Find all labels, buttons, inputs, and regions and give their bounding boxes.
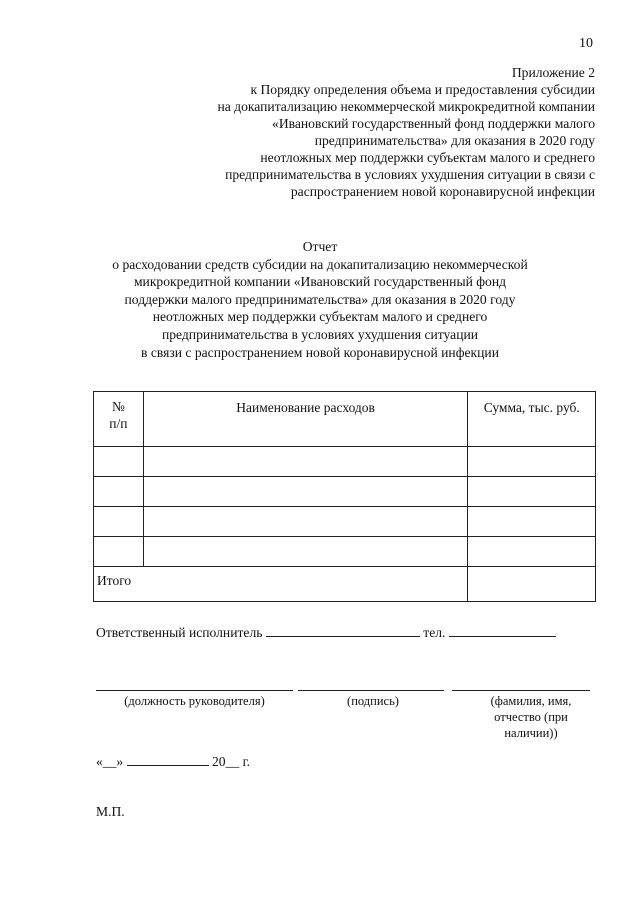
annex-line: распространением новой коронавирусной инфекции [290,184,595,199]
responsible-executor [96,624,556,641]
header-amount: Сумма, тыс. руб. [468,392,596,447]
table-header-row [94,392,596,447]
annex-title: Приложение 2 [511,65,595,80]
report-heading [0,238,640,361]
caption-line: (фамилия, имя, [490,694,572,708]
phone-label: тел. [423,625,446,640]
responsible-name-field[interactable] [266,624,420,637]
table-cell[interactable] [468,507,596,537]
header-expense-name: Наименование расходов [143,392,468,447]
annex-line: «Ивановский государственный фонд поддержки малого [272,116,595,131]
annex-line: неотложных мер поддержки субъектам малого и среднего [260,150,595,165]
date-line [96,753,250,770]
table-cell[interactable] [468,537,596,567]
report-subtitle-line: предпринимательства в условиях ухудшения ситуации [161,326,479,342]
annex-line: предпринимательства в условиях ухудшения ситуации в связи с [225,167,595,182]
position-caption: (должность руководителя) [124,694,265,708]
header-number [94,392,144,447]
table-cell[interactable] [143,537,468,567]
date-month-field[interactable] [127,753,209,766]
date-day[interactable]: «__» [96,754,124,769]
total-row [94,567,596,602]
responsible-label: Ответственный исполнитель [96,625,263,640]
header-number-line: п/п [109,416,128,431]
total-label: Итого [94,567,468,602]
report-subtitle-line: неотложных мер поддержки субъектам малого и среднего [152,309,488,325]
stamp-place: М.П. [96,804,125,819]
full-name-caption [466,693,596,741]
table-cell[interactable] [468,447,596,477]
expenses-table [93,391,596,602]
annex-line: на докапитализацию некоммерческой микрокредитной компании [217,99,595,114]
total-amount-cell[interactable] [468,567,596,602]
annex-line: к Порядку определения объема и предоставления субсидии [250,82,595,97]
table-cell[interactable] [468,477,596,507]
annex-line: предпринимательства» для оказания в 2020 году [314,133,595,148]
date-year-suffix: г. [242,754,251,769]
table-row [94,447,596,477]
phone-field[interactable] [449,624,556,637]
full-name-line[interactable] [452,690,590,691]
report-subtitle-line: микрокредитной компании «Ивановский государственный фонд [133,274,507,290]
table-cell[interactable] [94,477,144,507]
signature-line[interactable] [298,690,444,691]
report-subtitle-line: в связи с распространением новой коронавирусной инфекции [141,344,499,360]
table-cell[interactable] [94,447,144,477]
caption-line: отчество (при [494,710,568,724]
header-number-line: № [111,399,125,414]
table-cell[interactable] [143,447,468,477]
table-cell[interactable] [94,537,144,567]
signature-caption: (подпись) [347,694,399,708]
page-number: 10 [579,36,593,51]
report-subtitle-line: поддержки малого предпринимательства» для оказания в 2020 году [124,291,516,307]
table-cell[interactable] [143,477,468,507]
caption-line: наличии)) [504,726,558,740]
annex-header [125,64,595,200]
table-row [94,477,596,507]
table-row [94,537,596,567]
table-cell[interactable] [94,507,144,537]
report-subtitle-line: о расходовании средств субсидии на докапитализацию некоммерческой [112,256,528,272]
position-line[interactable] [96,690,293,691]
table-row [94,507,596,537]
report-title: Отчет [302,239,338,254]
date-year[interactable]: 20__ [212,754,240,769]
table-cell[interactable] [143,507,468,537]
